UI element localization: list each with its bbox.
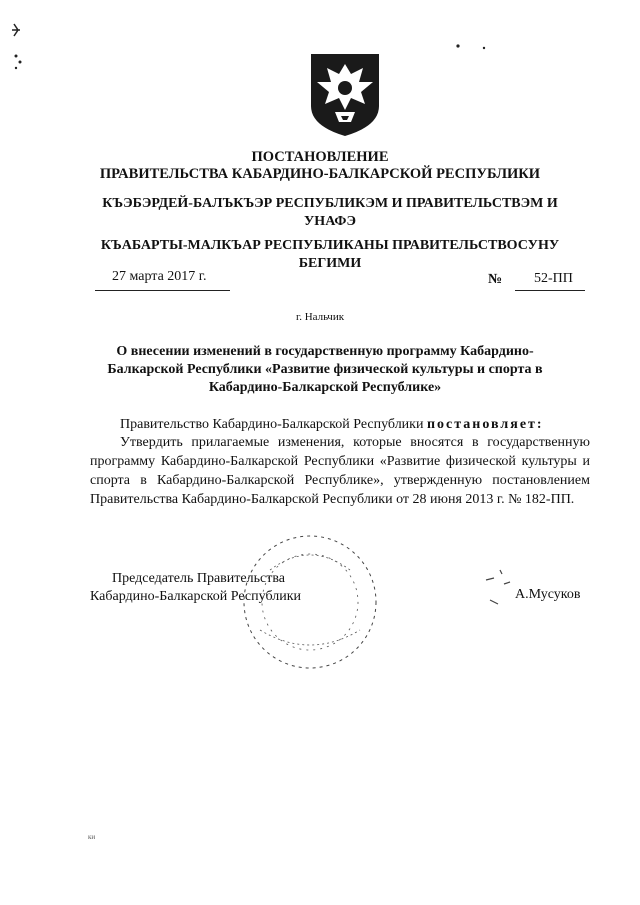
signatory-name: А.Мусуков: [515, 587, 581, 602]
body-paragraph: Утвердить прилагаемые изменения, которые вносятся в государственную программу Кабардино-Балкарской Республики «Развитие физической культуры и спорта в Кабардино-Балкарской Республике», утвержденную постановлением Правительства Кабардино-Балкарской Республики от 28 июня 2013 г. № 182-ПП.: [90, 435, 590, 507]
intro-prefix: Правительство Кабардино-Балкарской Республики: [120, 417, 424, 432]
issuer-title-balkar: КЪАБАРТЫ-МАЛКЪАР РЕСПУБЛИКАНЫ ПРАВИТЕЛЬСТВОСУНУ БЕГИМИ: [100, 238, 560, 271]
issuer-title: ПРАВИТЕЛЬСТВА КАБАРДИНО-БАЛКАРСКОЙ РЕСПУБЛИКИ: [99, 166, 541, 182]
footer-mark: ки: [88, 833, 96, 841]
number-sign: №: [488, 272, 503, 287]
signature-scribble-icon: [480, 560, 520, 620]
document-subject: О внесении изменений в государственную программу Кабардино-Балкарской Республики «Развитие физической культуры и спорта в Кабардино-Балкарской Республике»: [107, 344, 543, 395]
issuer-title-kabardian: КЪЭБЭРДЕЙ-БАЛЪКЪЭР РЕСПУБЛИКЭМ И ПРАВИТЕЛЬСТВЭМ И УНАФЭ: [102, 196, 558, 229]
scan-dot-icon: [452, 40, 492, 54]
signatory-title-line1: Председатель Правительства: [112, 571, 285, 586]
signatory-title: [90, 570, 301, 606]
coat-of-arms-icon: [305, 50, 385, 138]
signatory-title-line2: Кабардино-Балкарской Республики: [90, 589, 301, 604]
intro-action: постановляет:: [426, 417, 544, 432]
city: г. Нальчик: [295, 311, 345, 323]
document-date: 27 марта 2017 г.: [112, 269, 207, 284]
document-number: 52-ПП: [534, 271, 573, 286]
scan-mark-icon: [4, 20, 34, 80]
intro-paragraph: [120, 415, 590, 434]
document-type-title: ПОСТАНОВЛЕНИЕ: [251, 149, 389, 165]
number-underline: [515, 290, 585, 291]
date-underline: [95, 290, 230, 291]
